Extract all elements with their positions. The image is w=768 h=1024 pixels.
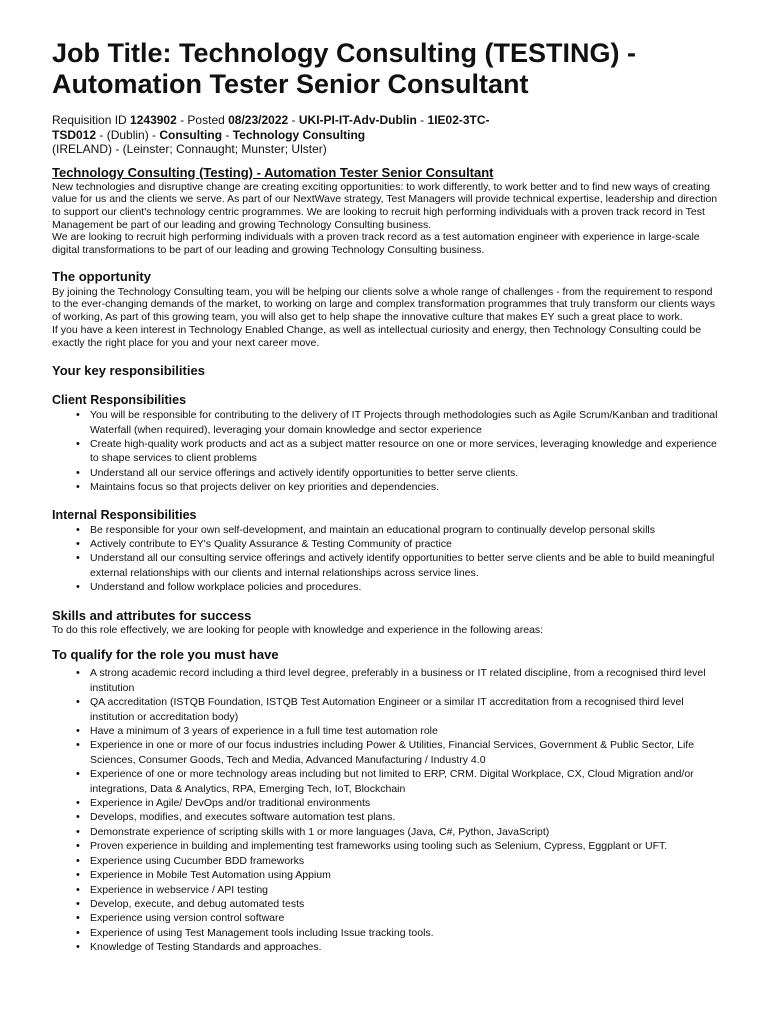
qualify-heading: To qualify for the role you must have — [52, 647, 279, 663]
key-responsibilities-heading: Your key responsibilities — [52, 363, 205, 379]
list-item: • Experience in Mobile Test Automation using Appium — [90, 868, 718, 882]
list-item: • Understand all our service offerings and actively identify opportunities to better serve clients. — [90, 466, 718, 480]
internal-responsibilities-list — [52, 523, 718, 595]
list-item: • Experience in Agile/ DevOps and/or traditional environments — [90, 796, 718, 810]
list-item: • Experience of one or more technology areas including but not limited to ERP, CRM. Digital Workplace, CX, Cloud Migration and/or integrations, Data & Analytics, RPA, Emerging Tech, IoT, Blockchain — [90, 767, 718, 796]
client-responsibilities-list — [52, 408, 718, 494]
job-posting-document — [52, 38, 718, 955]
list-item: • Have a minimum of 3 years of experience in a full time test automation role — [90, 724, 718, 738]
skills-heading: Skills and attributes for success — [52, 607, 252, 623]
list-item: • Develop, execute, and debug automated tests — [90, 897, 718, 911]
posted-date: 08/23/2022 — [228, 113, 289, 127]
meta-separator: - — [222, 127, 233, 142]
intro-heading: Technology Consulting (Testing) - Automation Tester Senior Consultant — [52, 164, 494, 180]
list-item: • Experience of using Test Management tools including Issue tracking tools. — [90, 926, 718, 940]
intro-paragraph-1: New technologies and disruptive change are creating exciting opportunities: to work differently, to work better and to find new ways of creating value for us and the clients we serve. As part of our NextWave strategy, Test Managers will provide technical expertise, leadership and direction to support our client's technology centric programmes. We are looking to recruit high performing individuals with a proven track record in Test Management be part of our leading and growing Technology Consulting business. — [52, 180, 718, 231]
list-item: • Experience using Cucumber BDD frameworks — [90, 854, 718, 868]
list-item: • Experience in webservice / API testing — [90, 883, 718, 897]
opportunity-heading: The opportunity — [52, 268, 151, 284]
skills-paragraph: To do this role effectively, we are looking for people with knowledge and experience in the following areas: — [52, 623, 544, 636]
location-code: UKI-PI-IT-Adv-Dublin — [298, 113, 417, 127]
posted-label: - Posted — [176, 113, 229, 127]
list-item: • Create high-quality work products and act as a subject matter resource on one or more services, leveraging knowledge and experience to shape services to client problems — [90, 437, 718, 466]
list-item: • Maintains focus so that projects deliver on key priorities and dependencies. — [90, 480, 718, 494]
org-code: 1IE02-3TC-TSD012 — [52, 113, 490, 142]
list-item: • Experience using version control software — [90, 911, 718, 925]
list-item: • Proven experience in building and implementing test frameworks using tooling such as Selenium, Cypress, Eggplant or UFT. — [90, 839, 718, 853]
list-item: • Actively contribute to EY's Quality Assurance & Testing Community of practice — [90, 537, 718, 551]
requisition-id: 1243902 — [130, 113, 177, 127]
req-label: Requisition ID — [52, 113, 131, 127]
intro-paragraph-2: We are looking to recruit high performing individuals with a proven track record as a test automation engineer with experience in large-scale digital transformations to be part of our leading and growing Technology Consulting business. — [52, 231, 700, 257]
list-item: • Demonstrate experience of scripting skills with 1 or more languages (Java, C#, Python, JavaScript) — [90, 825, 718, 839]
requisition-meta — [52, 113, 522, 157]
meta-separator: - — [416, 113, 428, 127]
list-item: • Be responsible for your own self-development, and maintain an educational program to continually develop personal skills — [90, 523, 718, 537]
meta-separator: - — [288, 113, 299, 127]
opportunity-paragraph-2: If you have a keen interest in Technology Enabled Change, as well as intellectual curiosity and energy, then Technology Consulting could be exactly the right place for you and your next career move. — [52, 323, 702, 349]
opportunity-paragraph-1: By joining the Technology Consulting team, you will be helping our clients solve a whole range of challenges - from the requirement to respond to the ever-changing demands of the market, to working on large and complex transformation programmes that truly transform our clients ways of working, As part of this growing team, you will also get to help shape the innovative culture that makes EY such a great place to work. — [52, 285, 715, 324]
category: Consulting — [159, 127, 223, 142]
list-item: • QA accreditation (ISTQB Foundation, ISTQB Test Automation Engineer or a similar IT accreditation from a recognised third level institution or accreditation body) — [90, 695, 718, 724]
list-item: • Knowledge of Testing Standards and approaches. — [90, 940, 718, 954]
qualifications-list — [52, 666, 718, 954]
department: Technology Consulting — [232, 127, 366, 142]
list-item: • Develops, modifies, and executes software automation test plans. — [90, 810, 718, 824]
list-item: • A strong academic record including a third level degree, preferably in a business or IT related discipline, from a recognised third level institution — [90, 666, 718, 695]
job-title: Job Title: Technology Consulting (TESTING) - Automation Tester Senior Consultant — [52, 38, 636, 99]
list-item: • You will be responsible for contributing to the delivery of IT Projects through methodologies such as Agile Scrum/Kanban and traditional Waterfall (when required), leveraging your domain knowledge and sector experience — [90, 408, 718, 437]
client-responsibilities-heading: Client Responsibilities — [52, 393, 187, 408]
meta-city: - (Dublin) - — [96, 127, 160, 142]
internal-responsibilities-heading: Internal Responsibilities — [52, 507, 197, 522]
regions: (IRELAND) - (Leinster; Connaught; Munster; Ulster) — [52, 142, 327, 156]
list-item: • Experience in one or more of our focus industries including Power & Utilities, Financial Services, Government & Public Sector, Life Sciences, Consumer Goods, Tech and Media, Advanced Manufacturing / Industry 4.0 — [90, 738, 718, 767]
list-item: • Understand all our consulting service offerings and actively identify opportunities to better serve clients and be able to build meaningful external relationships with our clients and internal relationships across service lines. — [90, 551, 718, 580]
list-item: • Understand and follow workplace policies and procedures. — [90, 580, 718, 594]
